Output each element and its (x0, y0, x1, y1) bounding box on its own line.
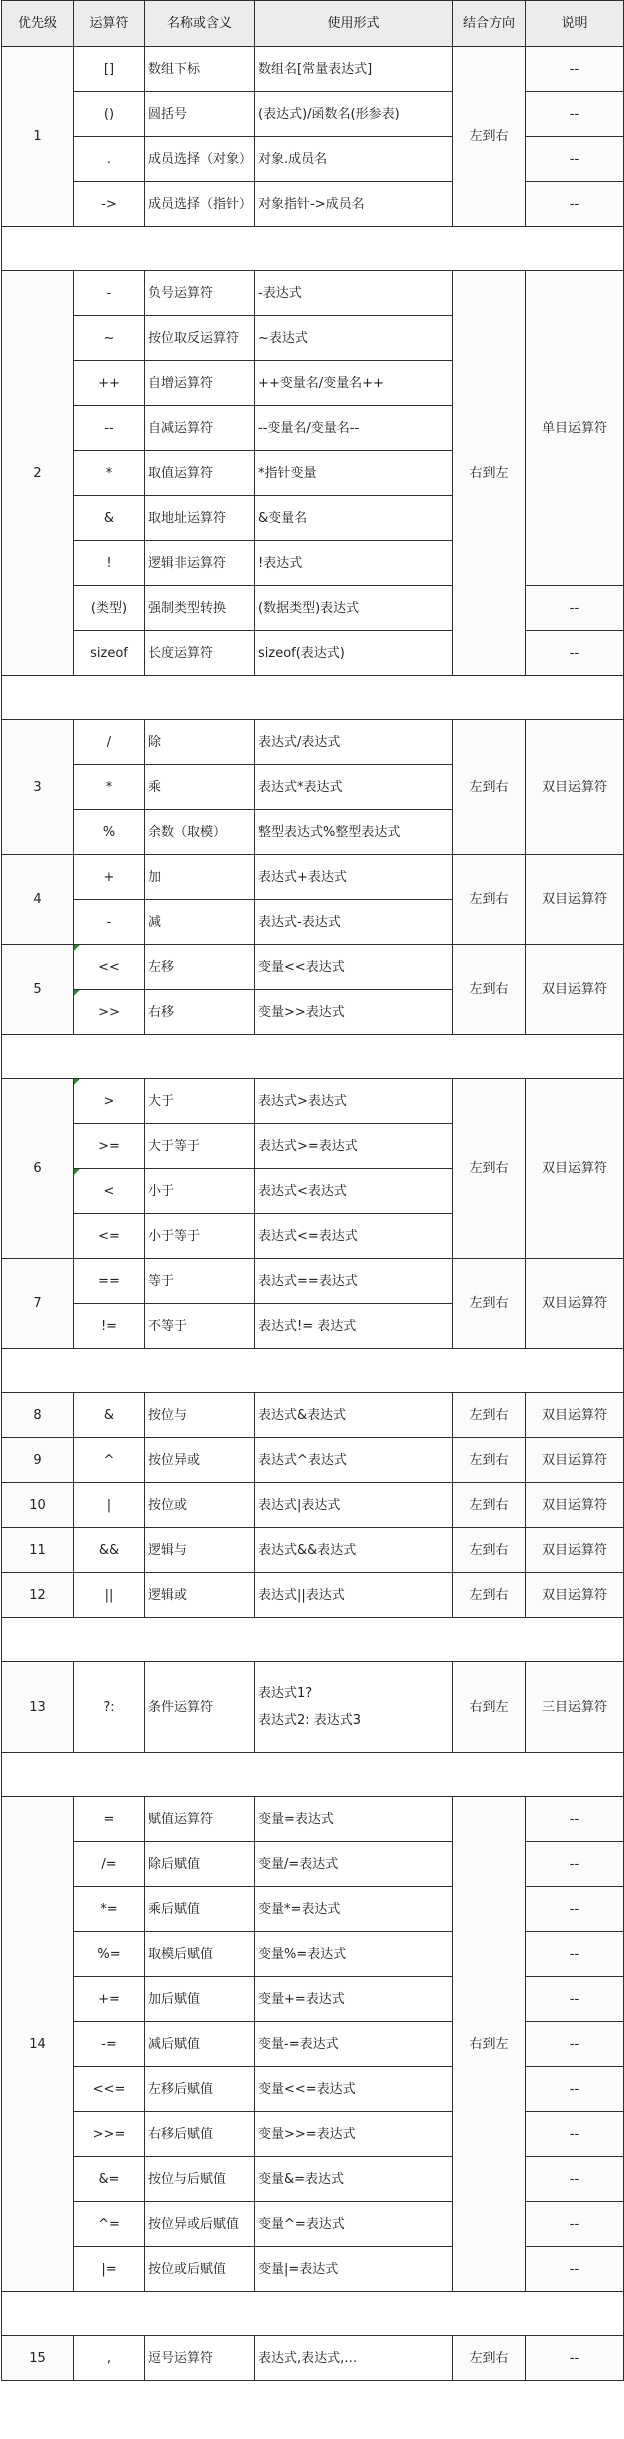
header-associativity: 结合方向 (453, 1, 526, 47)
name-cell: 长度运算符 (145, 631, 255, 676)
name-cell: 取值运算符 (145, 451, 255, 496)
usage-cell: (表达式)/函数名(形参表) (255, 92, 453, 137)
name-cell: 数组下标 (145, 47, 255, 92)
usage-cell: *指针变量 (255, 451, 453, 496)
table-row (2, 2022, 624, 2067)
table-row (2, 945, 624, 990)
description-cell: -- (526, 182, 624, 227)
usage-cell: 表达式&&表达式 (255, 1528, 453, 1573)
associativity-cell: 左到右 (453, 47, 526, 227)
description-cell: 双目运算符 (526, 1528, 624, 1573)
usage-cell: 变量>>=表达式 (255, 2112, 453, 2157)
operator-cell: + (74, 855, 145, 900)
separator-row (2, 1753, 624, 1797)
usage-cell: 表达式-表达式 (255, 900, 453, 945)
associativity-cell: 左到右 (453, 1573, 526, 1618)
header-name: 名称或含义 (145, 1, 255, 47)
operator-cell: < (74, 1169, 145, 1214)
table-row (2, 1393, 624, 1438)
name-cell: 除后赋值 (145, 1842, 255, 1887)
priority-cell: 15 (2, 2336, 74, 2381)
separator-row (2, 1618, 624, 1662)
usage-cell: 变量-=表达式 (255, 2022, 453, 2067)
operator-cell: , (74, 2336, 145, 2381)
description-cell: 双目运算符 (526, 720, 624, 855)
table-row (2, 2336, 624, 2381)
name-cell: 按位与后赋值 (145, 2157, 255, 2202)
name-cell: 减后赋值 (145, 2022, 255, 2067)
operator-cell: - (74, 900, 145, 945)
operator-cell: && (74, 1528, 145, 1573)
separator-row (2, 676, 624, 720)
description-cell: 双目运算符 (526, 945, 624, 1035)
operator-cell: += (74, 1977, 145, 2022)
associativity-cell: 左到右 (453, 1528, 526, 1573)
separator-cell (2, 1618, 624, 1662)
usage-cell: 变量=表达式 (255, 1797, 453, 1842)
usage-cell: 表达式<表达式 (255, 1169, 453, 1214)
usage-cell: ~表达式 (255, 316, 453, 361)
usage-cell: 表达式*表达式 (255, 765, 453, 810)
table-row (2, 1932, 624, 1977)
operator-cell: ! (74, 541, 145, 586)
operator-cell: ?: (74, 1662, 145, 1753)
description-cell: 双目运算符 (526, 1438, 624, 1483)
operator-cell: << (74, 945, 145, 990)
name-cell: 左移 (145, 945, 255, 990)
table-row (2, 2157, 624, 2202)
priority-cell: 8 (2, 1393, 74, 1438)
description-cell: -- (526, 1842, 624, 1887)
operator-cell: >= (74, 1124, 145, 1169)
usage-cell: 表达式>表达式 (255, 1079, 453, 1124)
table-row (2, 2067, 624, 2112)
name-cell: 取模后赋值 (145, 1932, 255, 1977)
associativity-cell: 左到右 (453, 720, 526, 855)
operator-cell: -= (74, 2022, 145, 2067)
usage-cell: 变量*=表达式 (255, 1887, 453, 1932)
operator-cell: /= (74, 1842, 145, 1887)
usage-cell: 表达式&表达式 (255, 1393, 453, 1438)
priority-cell: 3 (2, 720, 74, 855)
associativity-cell: 左到右 (453, 855, 526, 945)
name-cell: 取地址运算符 (145, 496, 255, 541)
usage-line: 表达式2: 表达式3 (258, 1713, 362, 1728)
name-cell: 按位或后赋值 (145, 2247, 255, 2292)
header-usage: 使用形式 (255, 1, 453, 47)
description-cell: 双目运算符 (526, 1483, 624, 1528)
description-cell: -- (526, 1887, 624, 1932)
name-cell: 自增运算符 (145, 361, 255, 406)
usage-cell: 表达式^表达式 (255, 1438, 453, 1483)
usage-cell: 变量/=表达式 (255, 1842, 453, 1887)
name-cell: 按位异或 (145, 1438, 255, 1483)
operator-cell: >> (74, 990, 145, 1035)
usage-cell (255, 1662, 453, 1753)
table-row (2, 47, 624, 92)
table-row (2, 720, 624, 765)
name-cell: 按位取反运算符 (145, 316, 255, 361)
name-cell: 大于等于 (145, 1124, 255, 1169)
description-cell: 双目运算符 (526, 855, 624, 945)
description-cell: -- (526, 586, 624, 631)
header-priority: 优先级 (2, 1, 74, 47)
associativity-cell: 左到右 (453, 1079, 526, 1259)
associativity-cell: 左到右 (453, 945, 526, 1035)
operator-cell: = (74, 1797, 145, 1842)
name-cell: 逻辑与 (145, 1528, 255, 1573)
usage-cell: 变量^=表达式 (255, 2202, 453, 2247)
name-cell: 不等于 (145, 1304, 255, 1349)
name-cell: 赋值运算符 (145, 1797, 255, 1842)
operator-cell: -> (74, 182, 145, 227)
operator-precedence-table (1, 0, 624, 2381)
description-cell: -- (526, 2336, 624, 2381)
description-cell: -- (526, 1797, 624, 1842)
priority-cell: 14 (2, 1797, 74, 2292)
description-cell: -- (526, 631, 624, 676)
description-cell: 单目运算符 (526, 271, 624, 586)
usage-cell: -表达式 (255, 271, 453, 316)
name-cell: 按位异或后赋值 (145, 2202, 255, 2247)
usage-cell: sizeof(表达式) (255, 631, 453, 676)
usage-cell: 数组名[常量表达式] (255, 47, 453, 92)
table-row (2, 182, 624, 227)
usage-cell: 表达式==表达式 (255, 1259, 453, 1304)
usage-cell: 变量>>表达式 (255, 990, 453, 1035)
usage-cell: 变量%=表达式 (255, 1932, 453, 1977)
usage-cell: 变量&=表达式 (255, 2157, 453, 2202)
name-cell: 左移后赋值 (145, 2067, 255, 2112)
separator-cell (2, 1349, 624, 1393)
operator-cell: != (74, 1304, 145, 1349)
separator-row (2, 2292, 624, 2336)
operator-cell: -- (74, 406, 145, 451)
usage-cell: !表达式 (255, 541, 453, 586)
description-cell: -- (526, 1977, 624, 2022)
operator-cell: ~ (74, 316, 145, 361)
usage-cell: 表达式>=表达式 (255, 1124, 453, 1169)
name-cell: 成员选择（指针） (145, 182, 255, 227)
associativity-cell: 左到右 (453, 1483, 526, 1528)
table-row (2, 631, 624, 676)
operator-cell: ++ (74, 361, 145, 406)
separator-row (2, 227, 624, 271)
usage-cell: 表达式+表达式 (255, 855, 453, 900)
name-cell: 乘后赋值 (145, 1887, 255, 1932)
name-cell: 逻辑非运算符 (145, 541, 255, 586)
operator-cell: () (74, 92, 145, 137)
name-cell: 乘 (145, 765, 255, 810)
name-cell: 逗号运算符 (145, 2336, 255, 2381)
operator-cell: * (74, 765, 145, 810)
table-row (2, 1483, 624, 1528)
description-cell: 双目运算符 (526, 1259, 624, 1349)
usage-cell: 变量|=表达式 (255, 2247, 453, 2292)
name-cell: 加 (145, 855, 255, 900)
operator-cell: % (74, 810, 145, 855)
description-cell: 双目运算符 (526, 1079, 624, 1259)
priority-cell: 13 (2, 1662, 74, 1753)
usage-cell: 表达式|表达式 (255, 1483, 453, 1528)
description-cell: -- (526, 2157, 624, 2202)
name-cell: 小于 (145, 1169, 255, 1214)
header-row (2, 1, 624, 47)
usage-line: 表达式1? (258, 1686, 313, 1701)
priority-cell: 6 (2, 1079, 74, 1259)
operator-cell: ^= (74, 2202, 145, 2247)
operator-cell: <= (74, 1214, 145, 1259)
priority-cell: 11 (2, 1528, 74, 1573)
usage-cell: 表达式<=表达式 (255, 1214, 453, 1259)
table-row (2, 1662, 624, 1753)
operator-cell: . (74, 137, 145, 182)
operator-cell: <<= (74, 2067, 145, 2112)
name-cell: 除 (145, 720, 255, 765)
description-cell: 双目运算符 (526, 1573, 624, 1618)
usage-cell: 对象指针->成员名 (255, 182, 453, 227)
operator-cell: *= (74, 1887, 145, 1932)
operator-cell: * (74, 451, 145, 496)
table-row (2, 2202, 624, 2247)
name-cell: 按位或 (145, 1483, 255, 1528)
description-cell: -- (526, 2067, 624, 2112)
name-cell: 加后赋值 (145, 1977, 255, 2022)
name-cell: 负号运算符 (145, 271, 255, 316)
priority-cell: 9 (2, 1438, 74, 1483)
usage-cell: 表达式/表达式 (255, 720, 453, 765)
priority-cell: 12 (2, 1573, 74, 1618)
operator-cell: (类型) (74, 586, 145, 631)
table-row (2, 271, 624, 316)
table-row (2, 1259, 624, 1304)
table-row (2, 1797, 624, 1842)
operator-cell: |= (74, 2247, 145, 2292)
table-row (2, 1438, 624, 1483)
usage-cell: 表达式,表达式,… (255, 2336, 453, 2381)
table-row (2, 1842, 624, 1887)
table-row (2, 1079, 624, 1124)
header-description: 说明 (526, 1, 624, 47)
priority-cell: 4 (2, 855, 74, 945)
operator-cell: - (74, 271, 145, 316)
name-cell: 减 (145, 900, 255, 945)
table-row (2, 92, 624, 137)
operator-cell: ^ (74, 1438, 145, 1483)
associativity-cell: 右到左 (453, 271, 526, 676)
operator-cell: > (74, 1079, 145, 1124)
name-cell: 右移 (145, 990, 255, 1035)
description-cell: -- (526, 137, 624, 182)
operator-cell: / (74, 720, 145, 765)
usage-cell: 对象.成员名 (255, 137, 453, 182)
priority-cell: 1 (2, 47, 74, 227)
name-cell: 圆括号 (145, 92, 255, 137)
separator-row (2, 1349, 624, 1393)
usage-cell: --变量名/变量名-- (255, 406, 453, 451)
description-cell: -- (526, 1932, 624, 1977)
usage-cell: ++变量名/变量名++ (255, 361, 453, 406)
associativity-cell: 左到右 (453, 1393, 526, 1438)
operator-cell: >>= (74, 2112, 145, 2157)
separator-cell (2, 227, 624, 271)
operator-cell: == (74, 1259, 145, 1304)
priority-cell: 10 (2, 1483, 74, 1528)
table-row (2, 586, 624, 631)
associativity-cell: 左到右 (453, 1259, 526, 1349)
priority-cell: 2 (2, 271, 74, 676)
operator-cell: | (74, 1483, 145, 1528)
description-cell: 三目运算符 (526, 1662, 624, 1753)
separator-cell (2, 1753, 624, 1797)
priority-cell: 7 (2, 1259, 74, 1349)
usage-cell: 变量<<表达式 (255, 945, 453, 990)
name-cell: 条件运算符 (145, 1662, 255, 1753)
table-row (2, 1977, 624, 2022)
separator-cell (2, 1035, 624, 1079)
table-row (2, 855, 624, 900)
table-row (2, 1573, 624, 1618)
name-cell: 等于 (145, 1259, 255, 1304)
table-row (2, 1887, 624, 1932)
name-cell: 小于等于 (145, 1214, 255, 1259)
table-row (2, 2247, 624, 2292)
name-cell: 自减运算符 (145, 406, 255, 451)
name-cell: 逻辑或 (145, 1573, 255, 1618)
usage-cell: 变量+=表达式 (255, 1977, 453, 2022)
name-cell: 按位与 (145, 1393, 255, 1438)
usage-cell: (数据类型)表达式 (255, 586, 453, 631)
operator-cell: %= (74, 1932, 145, 1977)
separator-cell (2, 2292, 624, 2336)
header-operator: 运算符 (74, 1, 145, 47)
description-cell: 双目运算符 (526, 1393, 624, 1438)
usage-cell: 表达式!= 表达式 (255, 1304, 453, 1349)
description-cell: -- (526, 2202, 624, 2247)
description-cell: -- (526, 92, 624, 137)
name-cell: 右移后赋值 (145, 2112, 255, 2157)
name-cell: 余数（取模） (145, 810, 255, 855)
name-cell: 成员选择（对象） (145, 137, 255, 182)
operator-cell: [] (74, 47, 145, 92)
description-cell: -- (526, 2022, 624, 2067)
table-row (2, 137, 624, 182)
operator-cell: sizeof (74, 631, 145, 676)
operator-cell: & (74, 1393, 145, 1438)
usage-cell: 表达式||表达式 (255, 1573, 453, 1618)
separator-row (2, 1035, 624, 1079)
name-cell: 大于 (145, 1079, 255, 1124)
priority-cell: 5 (2, 945, 74, 1035)
associativity-cell: 右到左 (453, 1797, 526, 2292)
description-cell: -- (526, 2247, 624, 2292)
description-cell: -- (526, 2112, 624, 2157)
table-row (2, 2112, 624, 2157)
name-cell: 强制类型转换 (145, 586, 255, 631)
operator-cell: & (74, 496, 145, 541)
table-body (2, 47, 624, 2381)
operator-cell: || (74, 1573, 145, 1618)
associativity-cell: 左到右 (453, 2336, 526, 2381)
usage-cell: 整型表达式%整型表达式 (255, 810, 453, 855)
usage-cell: &变量名 (255, 496, 453, 541)
associativity-cell: 左到右 (453, 1438, 526, 1483)
separator-cell (2, 676, 624, 720)
table-row (2, 1528, 624, 1573)
description-cell: -- (526, 47, 624, 92)
usage-cell: 变量<<=表达式 (255, 2067, 453, 2112)
operator-cell: &= (74, 2157, 145, 2202)
associativity-cell: 右到左 (453, 1662, 526, 1753)
